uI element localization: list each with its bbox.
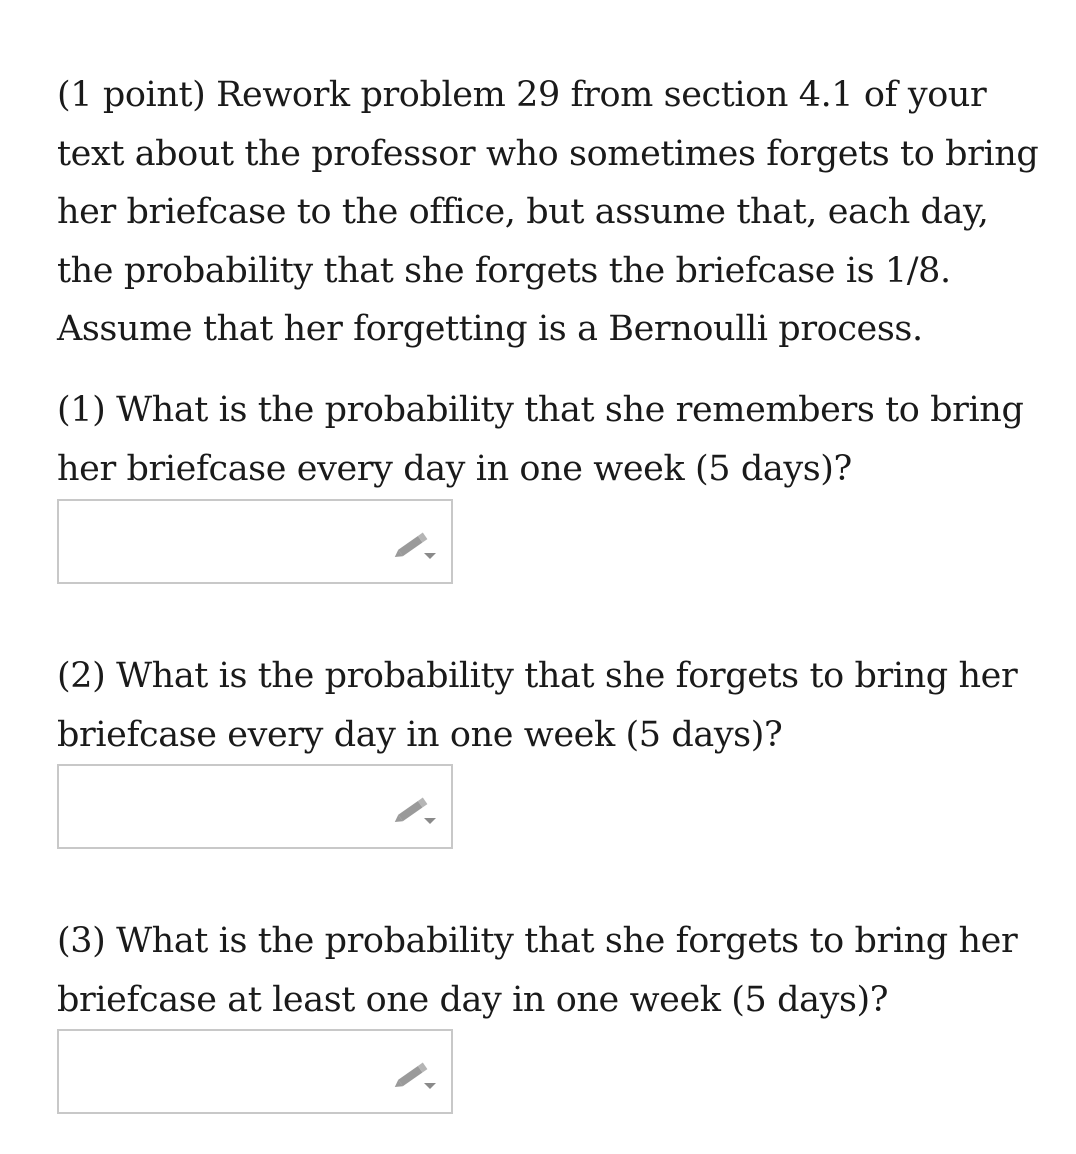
- answer-input-1[interactable]: [69, 511, 383, 573]
- question-2-text: (2) What is the probability that she forgets to bring her briefcase every day in one week (5 days)?: [57, 656, 1018, 755]
- problem-container: [57, 66, 1047, 1020]
- answer-input-3[interactable]: [69, 1041, 383, 1103]
- pencil-dropdown-icon[interactable]: [394, 792, 438, 828]
- answer-input-2[interactable]: [69, 776, 383, 838]
- problem-statement: (1 point) Rework problem 29 from section 4.1 of your text about the professor who sometimes forgets to bring her briefcase to the office, but assume that, each day, the probability that she forgets the briefcase is 1/8. Assume that her forgetting is a Bernoulli process.: [57, 75, 1039, 349]
- question-3-text: (3) What is the probability that she forgets to bring her briefcase at least one day in one week (5 days)?: [57, 921, 1018, 1020]
- answer-box-1[interactable]: [57, 499, 453, 584]
- answer-box-2[interactable]: [57, 764, 453, 849]
- pencil-dropdown-icon[interactable]: [394, 1057, 438, 1093]
- pencil-dropdown-icon[interactable]: [394, 527, 438, 563]
- question-1-text: (1) What is the probability that she remembers to bring her briefcase every day in one week (5 days)?: [57, 390, 1024, 489]
- answer-box-3[interactable]: [57, 1029, 453, 1114]
